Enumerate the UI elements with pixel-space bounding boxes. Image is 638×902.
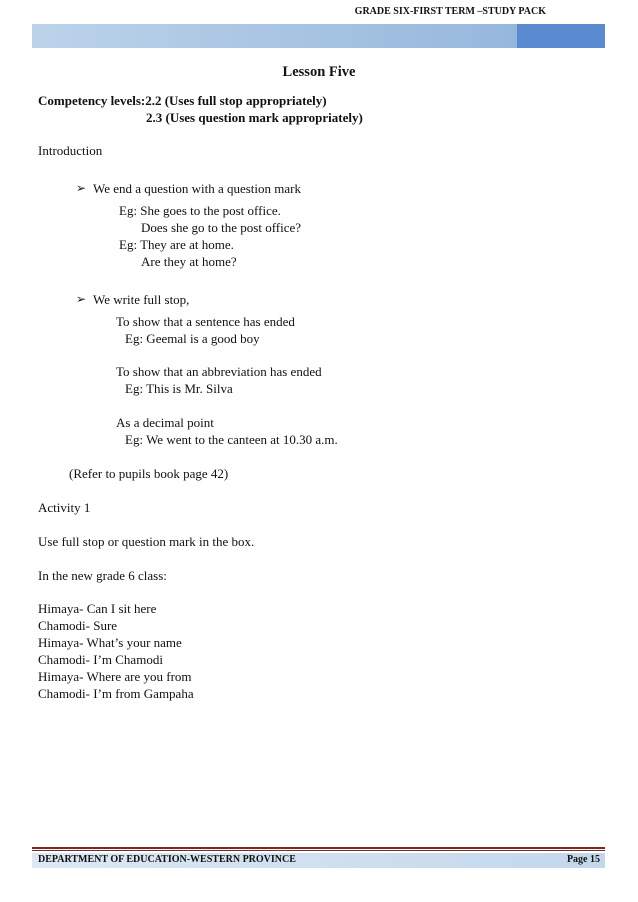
arrow-bullet-icon: ➢ — [76, 292, 87, 306]
dialogue-line: Chamodi- I’m Chamodi — [38, 652, 163, 667]
dialogue-line: Himaya- Where are you from — [38, 669, 192, 684]
point2-line: As a decimal point — [116, 415, 214, 430]
point1-line: Eg: They are at home. — [119, 237, 234, 252]
footer-department: DEPARTMENT OF EDUCATION-WESTERN PROVINCE — [38, 854, 296, 865]
point1-line: Are they at home? — [141, 254, 237, 269]
arrow-bullet-icon: ➢ — [76, 181, 87, 195]
point2-heading: We write full stop, — [93, 292, 190, 307]
point2-line: To show that a sentence has ended — [116, 314, 295, 329]
reference-note: (Refer to pupils book page 42) — [69, 466, 229, 481]
introduction-heading: Introduction — [38, 143, 103, 158]
activity-context: In the new grade 6 class: — [38, 568, 167, 583]
header-title: GRADE SIX-FIRST TERM –STUDY PACK — [354, 6, 546, 17]
dialogue-line: Chamodi- I’m from Gampaha — [38, 686, 194, 701]
footer-page-number: Page 15 — [566, 854, 600, 865]
dialogue-line: Chamodi- Sure — [38, 618, 118, 633]
competency-level-2: 2.3 (Uses question mark appropriately) — [146, 110, 363, 125]
lesson-title: Lesson Five — [282, 64, 356, 80]
point1-heading: We end a question with a question mark — [93, 181, 301, 196]
point2-line: To show that an abbreviation has ended — [116, 364, 322, 379]
footer-divider — [32, 850, 605, 851]
header-bar — [32, 24, 605, 48]
point2-line: Eg: This is Mr. Silva — [125, 381, 233, 396]
footer-divider — [32, 847, 605, 849]
point1-line: Does she go to the post office? — [141, 220, 302, 235]
activity-title: Activity 1 — [38, 500, 91, 515]
dialogue-line: Himaya- Can I sit here — [38, 601, 157, 616]
header-accent — [517, 24, 605, 48]
competency-level-1: Competency levels:2.2 (Uses full stop appropriately) — [38, 93, 327, 108]
point1-line: Eg: She goes to the post office. — [119, 203, 281, 218]
point2-line: Eg: We went to the canteen at 10.30 a.m. — [125, 432, 338, 447]
activity-instruction: Use full stop or question mark in the box. — [38, 534, 255, 549]
point2-line: Eg: Geemal is a good boy — [125, 331, 260, 346]
dialogue-line: Himaya- What’s your name — [38, 635, 182, 650]
